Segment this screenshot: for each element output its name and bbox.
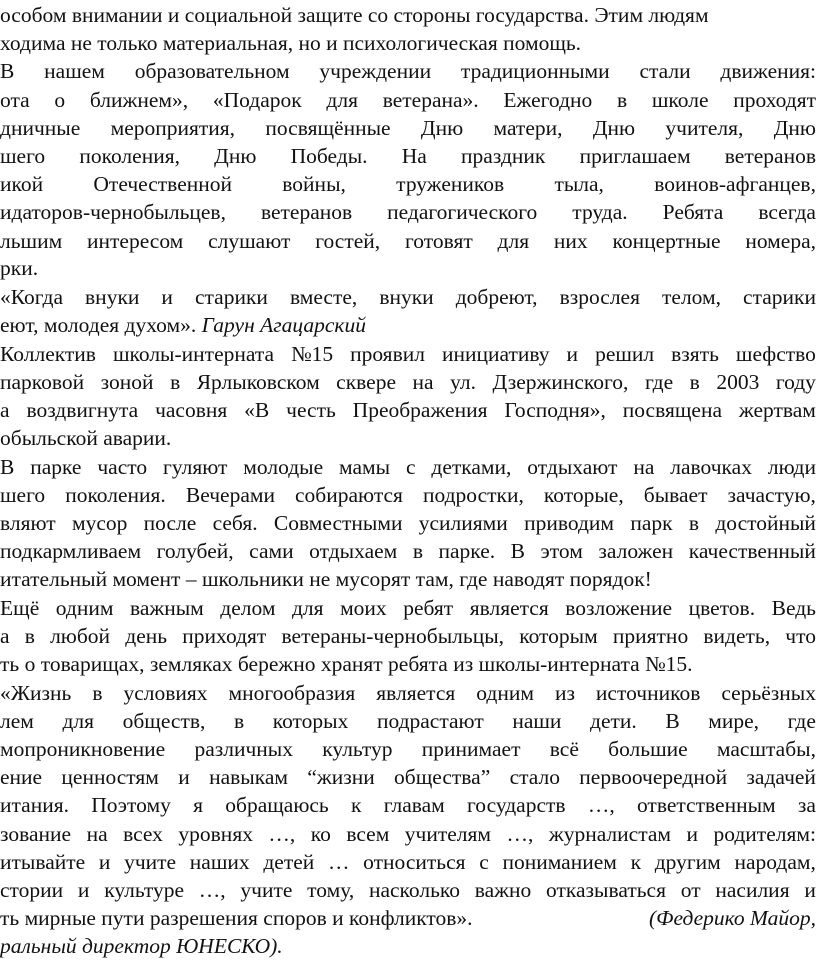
text-line-content: рки. (0, 256, 39, 280)
text-line (0, 29, 816, 57)
text-line: Ещё одним важным делом для моих ребят является возложение цветов. Ведь (0, 596, 816, 620)
text-line (0, 565, 816, 593)
quote-attribution: ральный директор ЮНЕСКО). (0, 934, 283, 958)
text-line-content: обыльской аварии. (0, 426, 172, 450)
text-line-content: итательный момент – школьники не мусорят там, где наводят порядок! (0, 567, 652, 591)
text-line: а воздвигнута часовня «В честь Преображения Господня», посвящена жертвам (0, 398, 816, 422)
text-line-content: ть мирные пути разрешения споров и конфликтов». (0, 906, 473, 930)
text-line (0, 254, 816, 282)
text-line-content: ходима не только материальная, но и психологическая помощь. (0, 31, 582, 55)
text-line (0, 650, 816, 678)
text-line: льшим интересом слушают гостей, готовят для них концертные номера, (0, 229, 816, 253)
text-line: зование на всех уровнях …, ко всем учителям …, журналистам и родителям: (0, 822, 816, 846)
text-line: В парке часто гуляют молодые мамы с детками, отдыхают на лавочках люди (0, 455, 816, 479)
text-line: итывайте и учите наших детей … относиться с пониманием к другим народам, (0, 850, 816, 874)
quote-attribution: Гарун Агацарский (196, 313, 366, 337)
text-line: ение ценностям и навыкам “жизни общества” стало первоочередной задачей (0, 765, 816, 789)
text-line: дничные мероприятия, посвящённые Дню матери, Дню учителя, Дню (0, 116, 816, 140)
text-line (0, 932, 816, 960)
text-line-content: особом внимании и социальной защите со стороны государства. Этим людям (0, 3, 709, 27)
text-line: парковой зоной в Ярлыковском сквере на ул. Дзержинского, где в 2003 году (0, 370, 816, 394)
text-line (0, 1, 816, 29)
text-line: подкармливаем голубей, сами отдыхаем в парке. В этом заложен качественный (0, 539, 816, 563)
text-line: а в любой день приходят ветераны-чернобыльцы, которым приятно видеть, что (0, 624, 816, 648)
text-line (0, 311, 816, 339)
text-line: икой Отечественной войны, тружеников тыла, воинов-афганцев, (0, 172, 816, 196)
text-line-content: ть о товарищах, земляках бережно хранят ребята из школы-интерната №15. (0, 652, 693, 676)
text-line: Коллектив школы-интерната №15 проявил инициативу и решил взять шефство (0, 342, 816, 366)
text-line: «Жизнь в условиях многообразия является одним из источников серьёзных (0, 681, 816, 705)
text-line: мопроникновение различных культур принимает всё большие масштабы, (0, 737, 816, 761)
text-line: В нашем образовательном учреждении традиционными стали движения: (0, 59, 816, 83)
text-line: шего поколения, Дню Победы. На праздник приглашаем ветеранов (0, 144, 816, 168)
text-line: лем для обществ, в которых подрастают наши дети. В мире, где (0, 709, 816, 733)
text-line: идаторов-чернобыльцев, ветеранов педагогического труда. Ребята всегда (0, 200, 816, 224)
text-line: «Когда внуки и старики вместе, внуки добреют, взрослея телом, старики (0, 285, 816, 309)
text-line: итания. Поэтому я обращаюсь к главам государств …, ответственным за (0, 793, 816, 817)
text-line: стории и культуре …, учите тому, насколько важно отказываться от насилия и (0, 878, 816, 902)
text-line (0, 904, 816, 932)
text-line: вляют мусор после себя. Совместными усилиями приводим парк в достойный (0, 511, 816, 535)
text-line: шего поколения. Вечерами собираются подростки, которые, бывает зачастую, (0, 483, 816, 507)
text-line-content: еют, молодея духом». (0, 313, 197, 337)
text-line (0, 424, 816, 452)
text-line: ота о ближнем», «Подарок для ветерана». Ежегодно в школе проходят (0, 88, 816, 112)
quote-attribution: (Федерико Майор, (649, 906, 816, 930)
